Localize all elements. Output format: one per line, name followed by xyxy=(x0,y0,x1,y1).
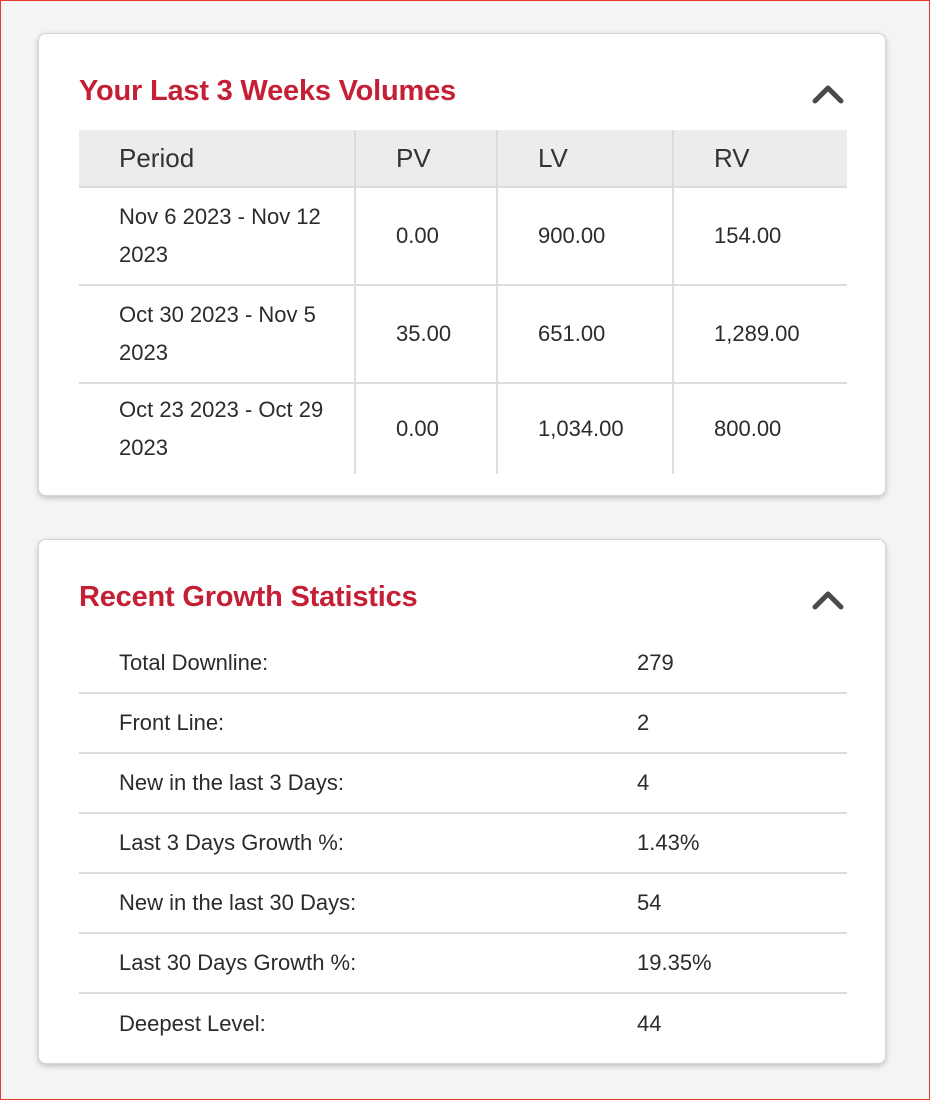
table-row xyxy=(79,187,847,285)
stat-label: Last 30 Days Growth %: xyxy=(119,950,357,975)
growth-collapse-button[interactable] xyxy=(811,588,845,612)
rv-cell: 1,289.00 xyxy=(673,285,847,383)
period-cell: Oct 30 2023 - Nov 5 2023 xyxy=(79,285,355,383)
growth-stats-list xyxy=(79,634,847,1054)
pv-cell: 0.00 xyxy=(355,187,497,285)
growth-card xyxy=(38,539,886,1064)
stat-label: Last 3 Days Growth %: xyxy=(119,830,344,855)
stat-value: 19.35% xyxy=(637,950,712,975)
column-header-period: Period xyxy=(79,130,355,187)
column-header-rv: RV xyxy=(673,130,847,187)
pv-cell: 35.00 xyxy=(355,285,497,383)
chevron-up-icon xyxy=(811,588,845,612)
stat-value: 54 xyxy=(637,890,662,915)
volumes-collapse-button[interactable] xyxy=(811,82,845,106)
stat-label: New in the last 30 Days: xyxy=(119,890,357,915)
list-item xyxy=(79,754,847,814)
table-row xyxy=(79,285,847,383)
table-row xyxy=(79,383,847,474)
table-header-row xyxy=(79,130,847,187)
column-header-pv: PV xyxy=(355,130,497,187)
stat-value: 2 xyxy=(637,710,650,735)
list-item xyxy=(79,634,847,694)
stat-label: New in the last 3 Days: xyxy=(119,770,344,795)
pv-cell: 0.00 xyxy=(355,383,497,474)
lv-cell: 900.00 xyxy=(497,187,673,285)
list-item xyxy=(79,874,847,934)
column-header-lv: LV xyxy=(497,130,673,187)
lv-cell: 1,034.00 xyxy=(497,383,673,474)
rv-cell: 800.00 xyxy=(714,416,782,441)
list-item xyxy=(79,814,847,874)
period-cell: Oct 23 2023 - Oct 29 2023 xyxy=(79,383,355,474)
chevron-up-icon xyxy=(811,82,845,106)
growth-title: Recent Growth Statistics xyxy=(79,581,418,613)
list-item xyxy=(79,694,847,754)
stat-label: Deepest Level: xyxy=(119,1011,266,1036)
stat-value: 44 xyxy=(637,1011,662,1036)
lv-cell: 651.00 xyxy=(497,285,673,383)
stat-value: 279 xyxy=(637,650,674,675)
stat-label: Total Downline: xyxy=(119,650,269,675)
list-item xyxy=(79,934,847,994)
stat-value: 4 xyxy=(637,770,650,795)
stat-value: 1.43% xyxy=(637,830,700,855)
volumes-table xyxy=(79,130,847,474)
stat-label: Front Line: xyxy=(119,710,225,735)
rv-cell: 154.00 xyxy=(673,187,847,285)
volumes-card xyxy=(38,33,886,496)
volumes-title: Your Last 3 Weeks Volumes xyxy=(79,75,456,107)
list-item xyxy=(79,994,847,1054)
period-cell: Nov 6 2023 - Nov 12 2023 xyxy=(79,187,355,285)
